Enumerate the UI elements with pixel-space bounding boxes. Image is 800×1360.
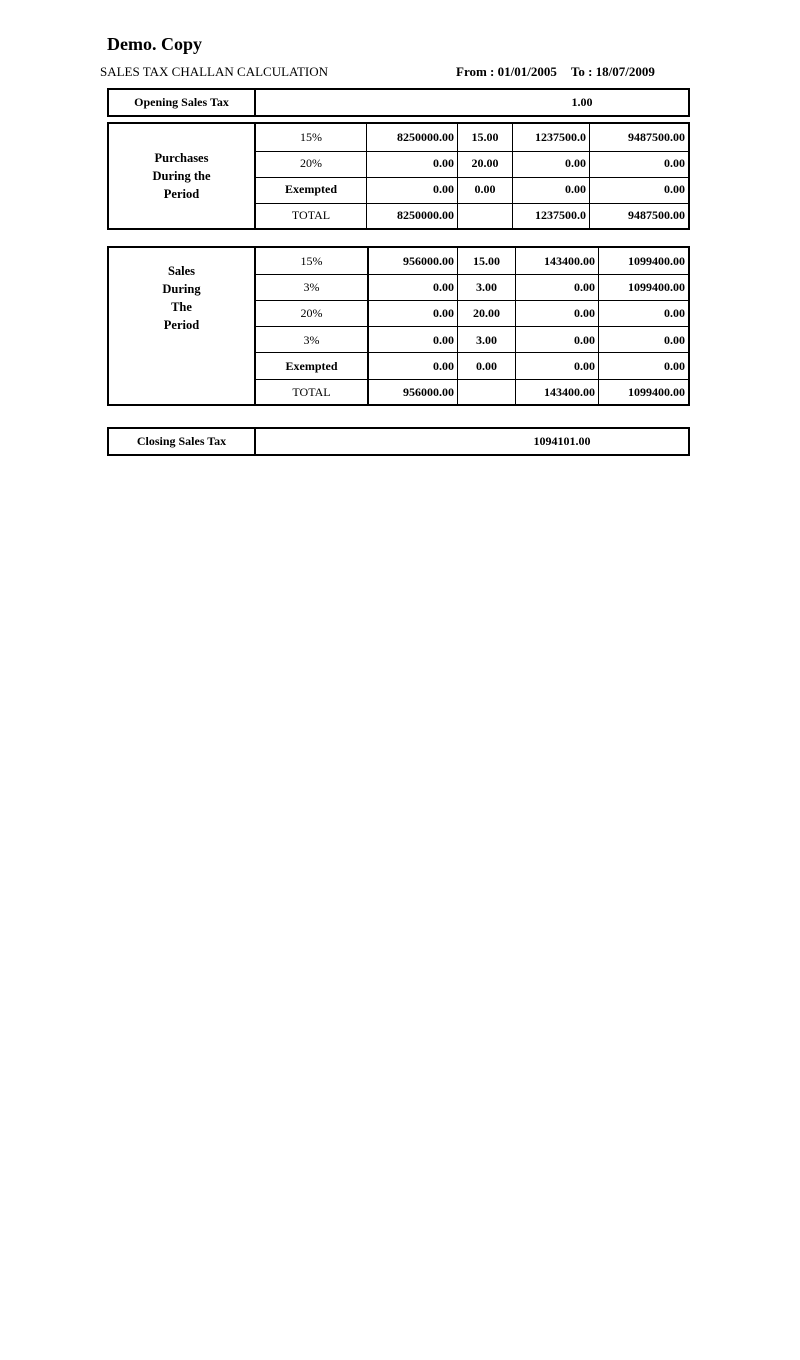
sales-cell-tax-rate: 20.00 [473,306,500,321]
sales-cell-total: 0.00 [664,332,685,347]
sales-cell-tax-rate: 3.00 [476,280,497,295]
purchases-cell-tax-rate: 20.00 [471,156,499,170]
sales-cell-tax-rate: 3.00 [476,332,497,347]
purchases-cell-tax: 1237500.0 [535,130,586,144]
purchases-cell-tax: 0.00 [565,182,586,196]
purchases-cell-tax-rate: 0.00 [474,182,496,196]
sales-label-line: Sales [167,264,196,278]
purchases-cell-rate: Exempted [285,182,337,196]
sales-cell-tax-rate [458,380,515,405]
purchases-section-label [109,124,254,228]
sales-section-label [109,262,254,342]
sales-cell-amount: 0.00 [433,280,454,295]
sales-cell-total: 1099400.00 [628,385,685,400]
closing-sales-tax-label: Closing Sales Tax [136,434,227,448]
purchases-cell-rate: TOTAL [291,208,331,222]
sales-cell-amount: 0.00 [433,332,454,347]
purchases-cell-amount: 8250000.00 [397,208,454,222]
sales-cell-tax-rate: 0.00 [476,358,497,373]
purchases-cell-amount: 0.00 [433,156,454,170]
sales-cell-rate: 20% [300,306,323,321]
sales-cell-rate: TOTAL [292,385,331,400]
sales-cell-rate: 15% [300,254,323,269]
sales-cell-tax: 0.00 [574,280,595,295]
purchases-cell-total: 0.00 [664,156,685,170]
sales-cell-tax: 143400.00 [544,385,595,400]
sales-label-line: Period [163,318,200,332]
sales-cell-total: 1099400.00 [628,254,685,269]
sales-cell-total: 1099400.00 [628,280,685,295]
purchases-cell-tax: 0.00 [565,156,586,170]
purchases-label-line: Period [163,187,200,201]
purchases-cell-rate: 20% [300,156,322,170]
sales-cell-tax: 0.00 [574,332,595,347]
sales-cell-tax-rate: 15.00 [473,254,500,269]
purchases-cell-total: 0.00 [664,182,685,196]
date-range [456,64,655,80]
purchases-label-line: During the [152,169,211,183]
purchases-cell-amount: 8250000.00 [397,130,454,144]
sales-cell-rate: Exempted [285,358,338,373]
sales-cell-total: 0.00 [664,358,685,373]
sales-cell-amount: 0.00 [433,358,454,373]
sales-cell-tax: 0.00 [574,306,595,321]
purchases-cell-tax-rate: 15.00 [471,130,499,144]
sales-label-line: The [171,300,192,314]
purchases-cell-tax: 1237500.0 [535,208,586,222]
purchases-cell-total: 9487500.00 [628,208,685,222]
report-title: SALES TAX CHALLAN CALCULATION [100,64,329,79]
purchases-cell-amount: 0.00 [433,182,454,196]
closing-sales-tax-value: 1094101.00 [533,434,591,448]
sales-label-line: During [162,282,201,296]
sales-cell-total: 0.00 [664,306,685,321]
purchases-cell-total: 9487500.00 [628,130,685,144]
sales-cell-rate: 3% [303,280,320,295]
sales-cell-rate: 3% [303,332,320,347]
sales-cell-amount: 956000.00 [403,385,454,400]
purchases-label-line: Purchases [154,151,209,165]
to-date: To : 18/07/2009 [570,64,655,79]
sales-cell-amount: 956000.00 [403,254,454,269]
opening-sales-tax-value: 1.00 [571,95,593,109]
purchases-cell-rate: 15% [300,130,322,144]
purchases-cell-tax-rate [458,203,512,228]
opening-sales-tax-label: Opening Sales Tax [134,95,229,109]
demo-copy-title: Demo. Copy [107,34,202,54]
from-date: From : 01/01/2005 [456,64,557,79]
sales-cell-amount: 0.00 [433,306,454,321]
sales-cell-tax: 0.00 [574,358,595,373]
sales-cell-tax: 143400.00 [544,254,595,269]
